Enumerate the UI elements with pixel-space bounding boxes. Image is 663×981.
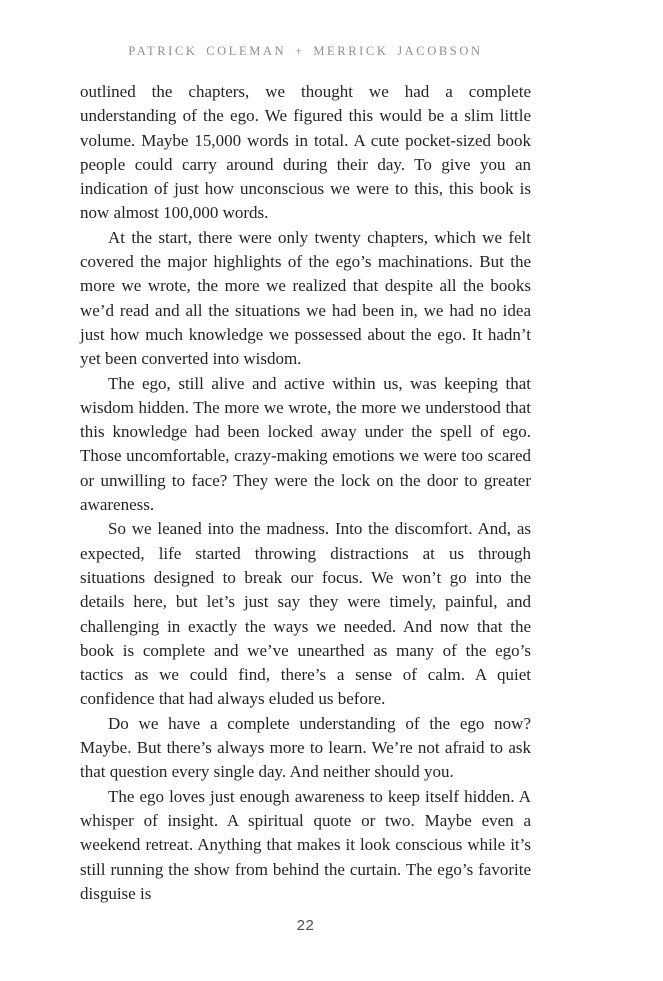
body-paragraph: The ego, still alive and active within us, was keeping that wisdom hidden. The more we wrote, the more we understood that this knowledge had been locked away under the spell of ego. Those uncomfortable, crazy-making emotions we were too scared or unwilling to face? They were the lock on the door to greater awareness. [80, 373, 531, 515]
body-paragraph: Do we have a complete understanding of the ego now? Maybe. But there’s always more to learn. We’re not afraid to ask that question every single day. And neither should you. [80, 713, 531, 782]
running-header: PATRICK COLEMAN + MERRICK JACOBSON [128, 44, 483, 58]
body-text [80, 80, 531, 906]
page-number: 22 [296, 917, 315, 934]
body-paragraph: So we leaned into the madness. Into the discomfort. And, as expected, life started throwing distractions at us through situations designed to break our focus. We won’t go into the details here, but let’s just say they were timely, painful, and challenging in exactly the ways we needed. And now that the book is complete and we’ve unearthed as many of the ego’s tactics as we could find, there’s a sense of calm. A quiet confidence that had always eluded us before. [80, 519, 531, 709]
body-paragraph: At the start, there were only twenty chapters, which we felt covered the major highlights of the ego’s machinations. But the more we wrote, the more we realized that despite all the books we’d read and all the situations we had been in, we had no idea just how much knowledge we possessed about the ego. It hadn’t yet been converted into wisdom. [80, 227, 531, 369]
body-paragraph: outlined the chapters, we thought we had a complete understanding of the ego. We figured this would be a slim little volume. Maybe 15,000 words in total. A cute pocket-sized book people could carry around during their day. To give you an indication of just how unconscious we were to this, this book is now almost 100,000 words. [80, 82, 531, 223]
body-paragraph: The ego loves just enough awareness to keep itself hidden. A whisper of insight. A spiritual quote or two. Maybe even a weekend retreat. Anything that makes it look conscious while it’s still running the show from behind the curtain. The ego’s favorite disguise is [80, 786, 531, 903]
